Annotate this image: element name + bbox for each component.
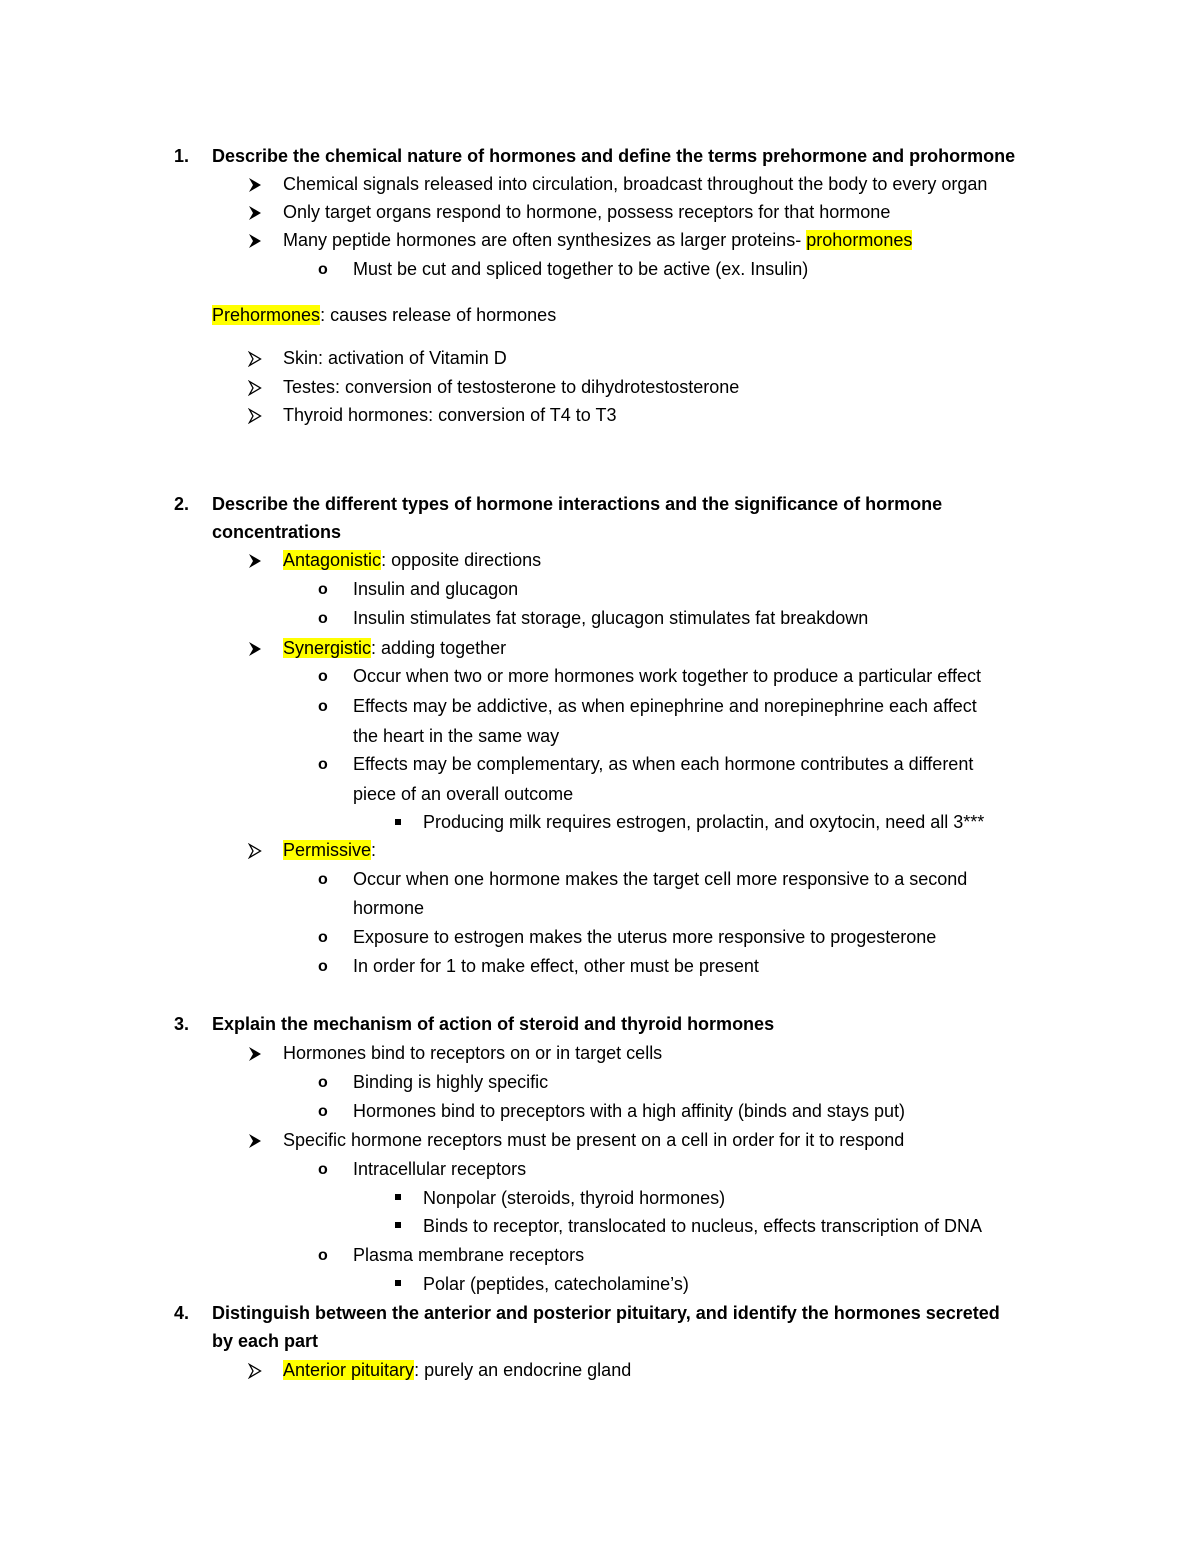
arrowhead-bullet-icon — [248, 1133, 262, 1149]
permissive-sub-1-line2: hormone — [353, 898, 425, 918]
antagonistic-text: : opposite directions — [381, 550, 542, 570]
s3-bullet-1-sub-1: Binding is highly specific — [353, 1072, 549, 1092]
highlight-synergistic: Synergistic — [283, 638, 372, 658]
synergistic-sub-2-line2: the heart in the same way — [353, 726, 560, 746]
synergistic-text: : adding together — [371, 638, 507, 658]
s1-bullet-3-text: Many peptide hormones are often synthesizes as larger proteins- — [283, 230, 807, 250]
square-bullet-icon — [395, 1194, 401, 1200]
anterior-pituitary-item — [283, 1359, 631, 1381]
arrowhead-bullet-icon — [248, 553, 262, 569]
arrowhead-bullet-icon — [248, 205, 262, 221]
section-4-title-line2: by each part — [212, 1331, 319, 1351]
arrowhead-bullet-icon — [248, 177, 262, 193]
permissive-text: : — [371, 840, 377, 860]
section-2-title-line2: concentrations — [212, 522, 342, 542]
highlight-prehormones: Prehormones — [212, 305, 321, 325]
arrowhead-bullet-icon — [248, 1046, 262, 1062]
highlight-permissive: Permissive — [283, 840, 372, 860]
circle-bullet-icon: o — [318, 1074, 328, 1091]
highlight-antagonistic: Antagonistic — [283, 550, 382, 570]
permissive-sub-3: In order for 1 to make effect, other must be present — [353, 956, 759, 976]
circle-bullet-icon: o — [318, 1247, 328, 1264]
outline-arrowhead-bullet-icon — [248, 351, 262, 367]
circle-bullet-icon: o — [318, 610, 328, 627]
s3-bullet-2-sub-1-item-1: Nonpolar (steroids, thyroid hormones) — [423, 1188, 726, 1208]
s1-bullet-3 — [283, 229, 912, 251]
antagonistic-sub-2: Insulin stimulates fat storage, glucagon stimulates fat breakdown — [353, 608, 869, 628]
anterior-pituitary-text: : purely an endocrine gland — [414, 1360, 632, 1380]
s3-bullet-1-sub-2: Hormones bind to preceptors with a high affinity (binds and stays put) — [353, 1101, 905, 1121]
circle-bullet-icon: o — [318, 958, 328, 975]
section-1-number: 1. — [174, 146, 190, 166]
s3-bullet-2: Specific hormone receptors must be present on a cell in order for it to respond — [283, 1130, 905, 1150]
highlight-anterior-pituitary: Anterior pituitary — [283, 1360, 415, 1380]
arrowhead-bullet-icon — [248, 641, 262, 657]
square-bullet-icon — [395, 1280, 401, 1286]
circle-bullet-icon: o — [318, 929, 328, 946]
section-4-title-line1: Distinguish between the anterior and posterior pituitary, and identify the hormones secreted — [212, 1303, 1000, 1323]
circle-bullet-icon: o — [318, 668, 328, 685]
prehormone-item-2: Testes: conversion of testosterone to dihydrotestosterone — [283, 377, 740, 397]
outline-arrowhead-bullet-icon — [248, 380, 262, 396]
s3-bullet-2-sub-2-item-1: Polar (peptides, catecholamine’s) — [423, 1274, 689, 1294]
s3-bullet-2-sub-1-item-2: Binds to receptor, translocated to nucleus, effects transcription of DNA — [423, 1216, 982, 1236]
synergistic-item — [283, 637, 506, 659]
prehormone-item-1: Skin: activation of Vitamin D — [283, 348, 507, 368]
section-3-title: Explain the mechanism of action of steroid and thyroid hormones — [212, 1014, 775, 1034]
prehormone-item-3: Thyroid hormones: conversion of T4 to T3 — [283, 405, 617, 425]
s3-bullet-2-sub-2: Plasma membrane receptors — [353, 1245, 585, 1265]
s1-bullet-1: Chemical signals released into circulation, broadcast throughout the body to every organ — [283, 174, 988, 194]
outline-arrowhead-bullet-icon — [248, 1363, 262, 1379]
circle-bullet-icon: o — [318, 1161, 328, 1178]
s3-bullet-1: Hormones bind to receptors on or in target cells — [283, 1043, 663, 1063]
synergistic-sub-1: Occur when two or more hormones work together to produce a particular effect — [353, 666, 981, 686]
synergistic-sub-3-line2: piece of an overall outcome — [353, 784, 574, 804]
circle-bullet-icon: o — [318, 756, 328, 773]
highlight-prohormones: prohormones — [806, 230, 913, 250]
circle-bullet-icon: o — [318, 698, 328, 715]
circle-bullet-icon: o — [318, 871, 328, 888]
square-bullet-icon — [395, 1222, 401, 1228]
permissive-sub-1-line1: Occur when one hormone makes the target cell more responsive to a second — [353, 869, 968, 889]
circle-bullet-icon: o — [318, 1103, 328, 1120]
synergistic-sub-3-detail: Producing milk requires estrogen, prolactin, and oxytocin, need all 3*** — [423, 812, 985, 832]
permissive-item — [283, 839, 376, 861]
prehormones-definition-text: : causes release of hormones — [320, 305, 557, 325]
square-bullet-icon — [395, 819, 401, 825]
section-1-title: Describe the chemical nature of hormones and define the terms prehormone and prohormone — [212, 146, 1016, 166]
section-4-number: 4. — [174, 1303, 190, 1323]
synergistic-sub-3-line1: Effects may be complementary, as when each hormone contributes a different — [353, 754, 974, 774]
prehormones-definition — [212, 304, 556, 326]
s3-bullet-2-sub-1: Intracellular receptors — [353, 1159, 527, 1179]
arrowhead-bullet-icon — [248, 233, 262, 249]
antagonistic-sub-1: Insulin and glucagon — [353, 579, 519, 599]
synergistic-sub-2-line1: Effects may be addictive, as when epinephrine and norepinephrine each affect — [353, 696, 977, 716]
s1-sub-bullet: Must be cut and spliced together to be active (ex. Insulin) — [353, 259, 809, 279]
outline-arrowhead-bullet-icon — [248, 843, 262, 859]
section-3-number: 3. — [174, 1014, 190, 1034]
circle-bullet-icon: o — [318, 261, 328, 278]
circle-bullet-icon: o — [318, 581, 328, 598]
outline-arrowhead-bullet-icon — [248, 408, 262, 424]
section-2-number: 2. — [174, 494, 190, 514]
antagonistic-item — [283, 549, 541, 571]
section-2-title-line1: Describe the different types of hormone interactions and the significance of hormone — [212, 494, 943, 514]
permissive-sub-2: Exposure to estrogen makes the uterus more responsive to progesterone — [353, 927, 937, 947]
s1-bullet-2: Only target organs respond to hormone, possess receptors for that hormone — [283, 202, 891, 222]
